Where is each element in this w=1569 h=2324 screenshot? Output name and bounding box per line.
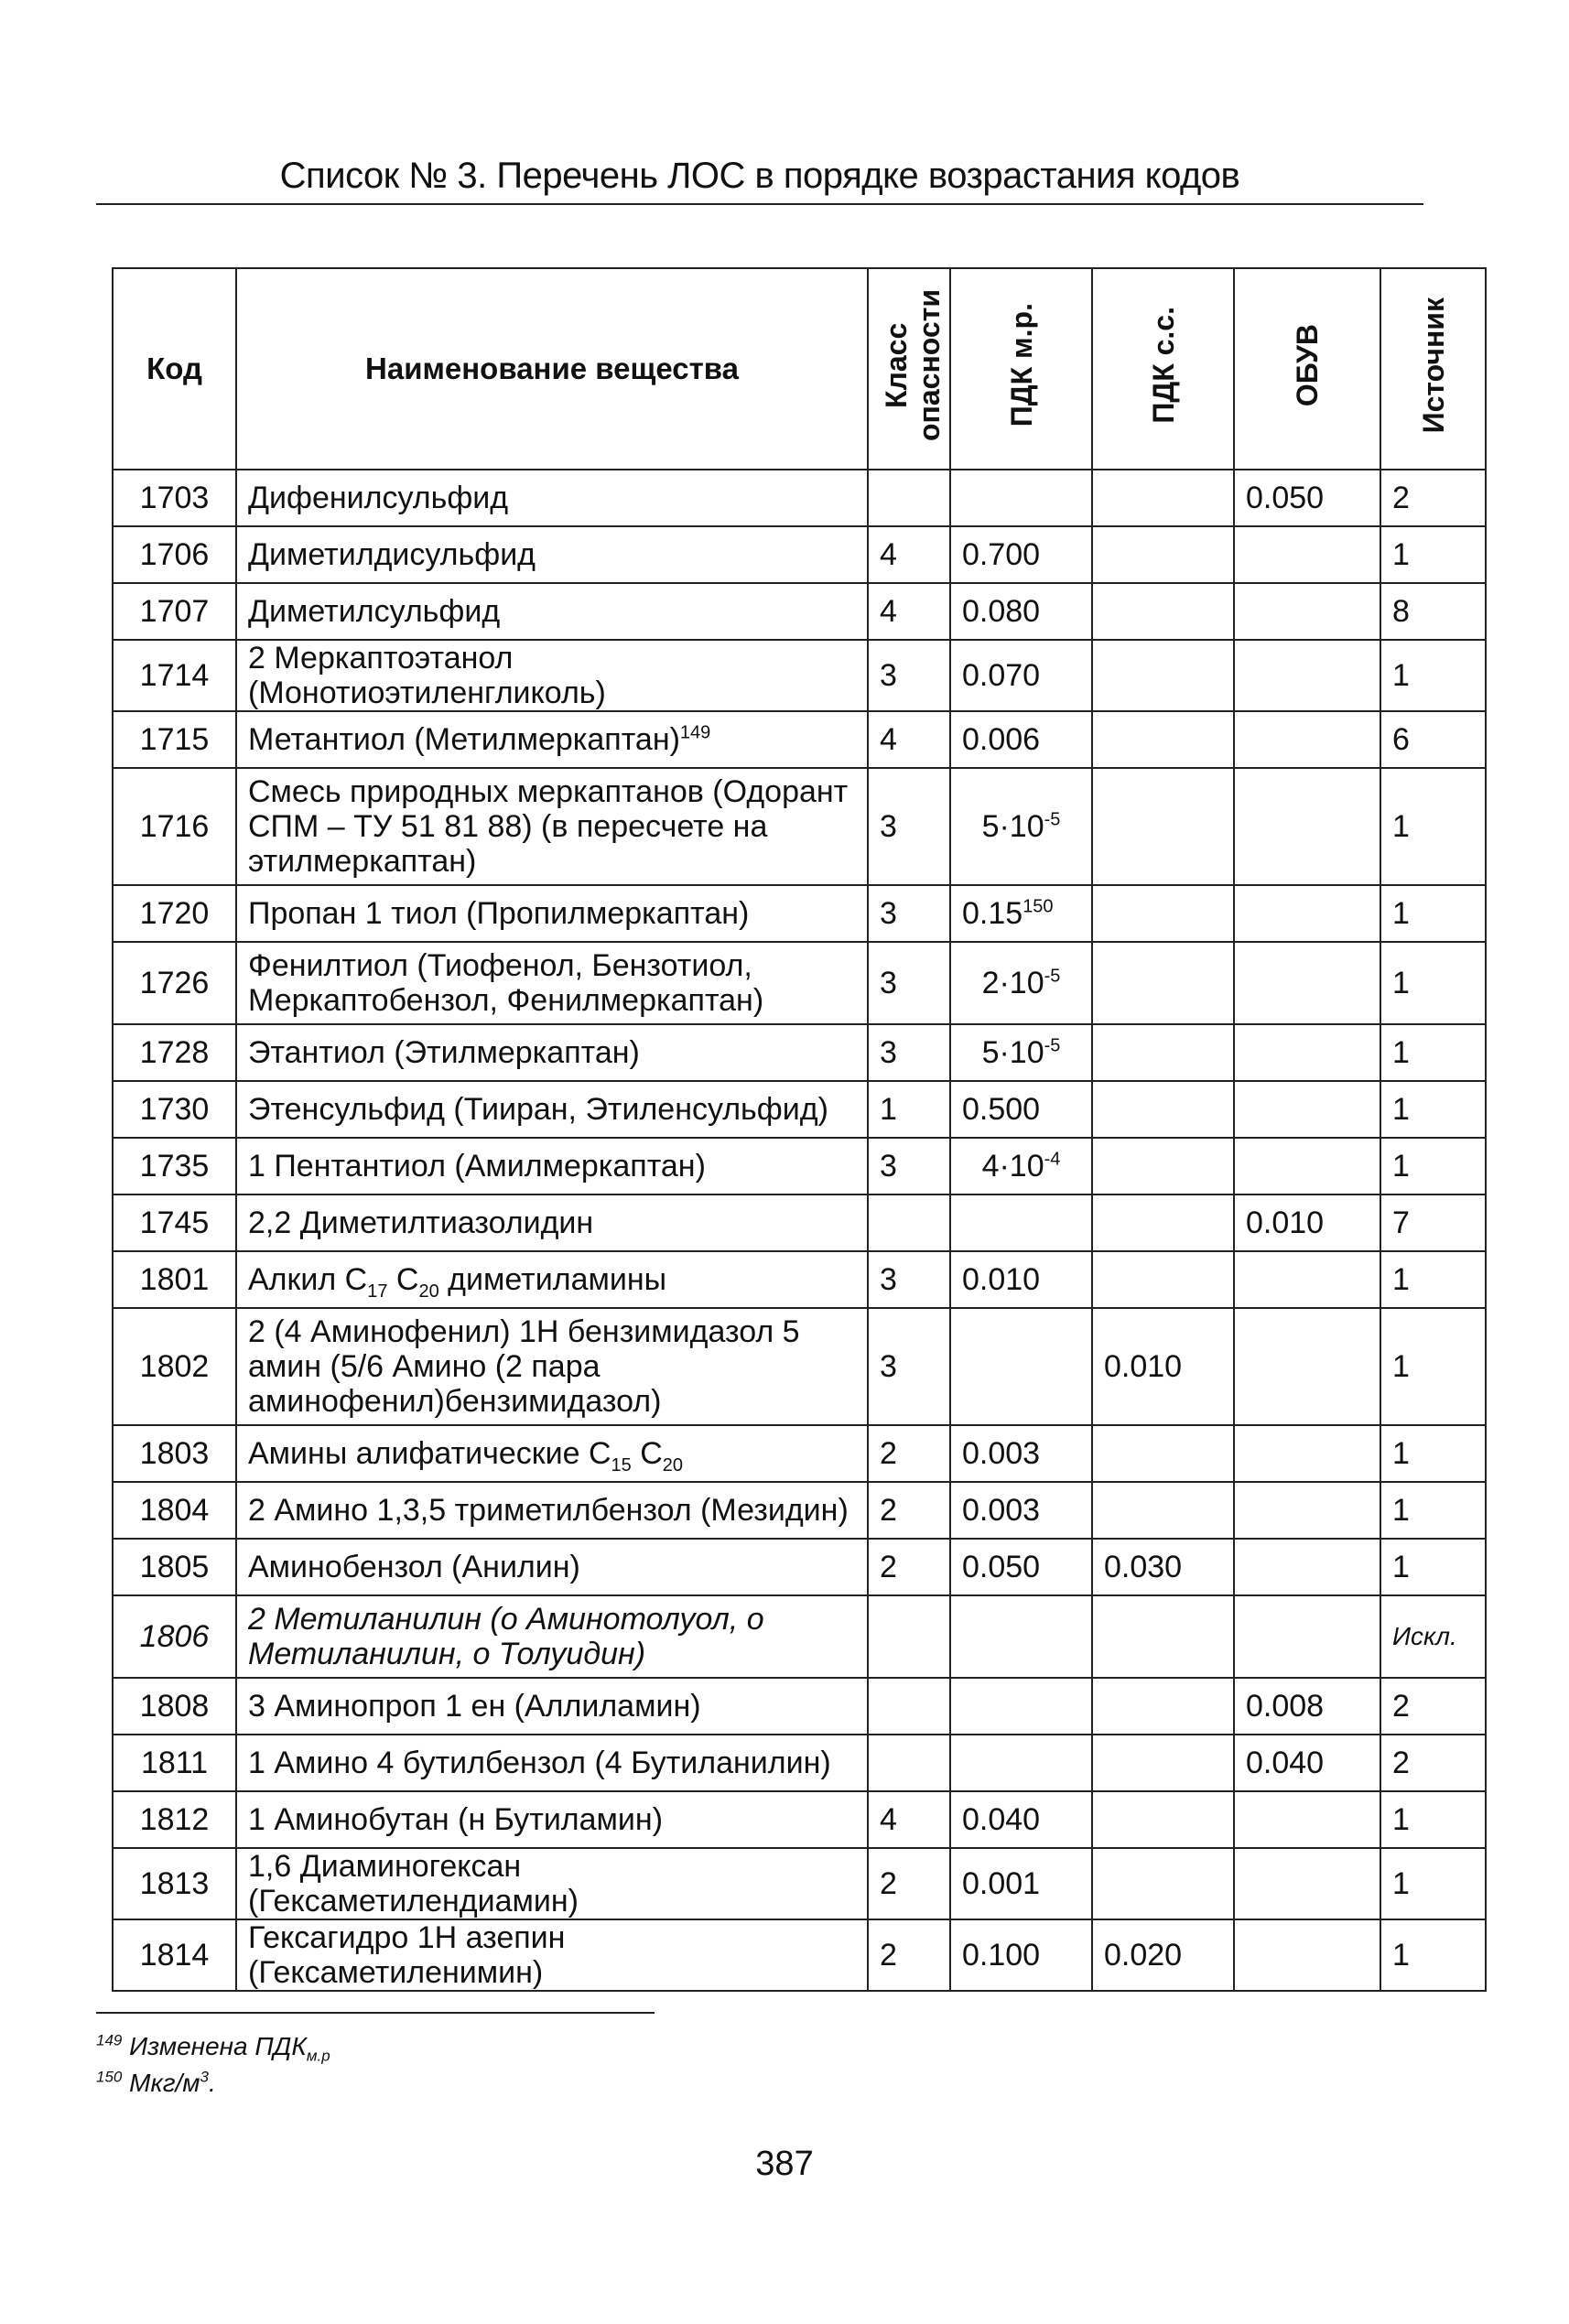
row-class bbox=[868, 1194, 950, 1251]
row-pdk-ss bbox=[1092, 1595, 1234, 1678]
table-row bbox=[113, 1024, 1486, 1081]
row-pdk-mr bbox=[950, 1595, 1092, 1678]
row-pdk-ss bbox=[1092, 1425, 1234, 1482]
row-pdk-ss bbox=[1092, 942, 1234, 1024]
row-pdk-ss: 0.010 bbox=[1092, 1308, 1234, 1425]
row-pdk-mr: 0.003 bbox=[950, 1482, 1092, 1539]
row-name: 2,2 Диметилтиазолидин bbox=[236, 1194, 868, 1251]
row-code: 1814 bbox=[113, 1919, 236, 1991]
row-pdk-ss bbox=[1092, 1791, 1234, 1848]
row-class: 3 bbox=[868, 1138, 950, 1194]
row-name: Этантиол (Этилмеркаптан) bbox=[236, 1024, 868, 1081]
row-obuv: 0.008 bbox=[1234, 1678, 1380, 1735]
page-title: Список № 3. Перечень ЛОС в порядке возрастания кодов bbox=[279, 156, 1240, 196]
table-row bbox=[113, 1595, 1486, 1678]
header-code: Код bbox=[113, 268, 236, 470]
row-pdk-ss bbox=[1092, 526, 1234, 583]
footnote-149: $^{149}$ Изменена $ПДК_{м.р}$ bbox=[96, 2031, 330, 2065]
footnote-rule bbox=[96, 2012, 655, 2014]
row-pdk-ss bbox=[1092, 1482, 1234, 1539]
row-name: Алкил $C_{17}$ $C_{20}$ диметиламины bbox=[236, 1251, 868, 1308]
row-pdk-ss bbox=[1092, 583, 1234, 640]
row-class: 3 bbox=[868, 1308, 950, 1425]
row-code: 1802 bbox=[113, 1308, 236, 1425]
row-obuv bbox=[1234, 583, 1380, 640]
row-code: 1803 bbox=[113, 1425, 236, 1482]
table-row bbox=[113, 640, 1486, 711]
row-name: 1,6 Диаминогексан (Гексаметилендиамин) bbox=[236, 1848, 868, 1919]
row-obuv bbox=[1234, 1595, 1380, 1678]
table-row bbox=[113, 1081, 1486, 1138]
row-pdk-mr: 0.070 bbox=[950, 640, 1092, 711]
row-pdk-mr: 0.006 bbox=[950, 711, 1092, 768]
table-body bbox=[113, 470, 1486, 1991]
row-pdk-mr: 0.050 bbox=[950, 1539, 1092, 1595]
row-name: Гексагидро 1Н азепин (Гексаметиленимин) bbox=[236, 1919, 868, 1991]
row-pdk-ss bbox=[1092, 1194, 1234, 1251]
row-code: 1716 bbox=[113, 768, 236, 885]
row-code: 1726 bbox=[113, 942, 236, 1024]
row-source: 8 bbox=[1380, 583, 1486, 640]
row-pdk-mr: 0.040 bbox=[950, 1791, 1092, 1848]
row-pdk-ss: 0.030 bbox=[1092, 1539, 1234, 1595]
row-obuv bbox=[1234, 1425, 1380, 1482]
row-name: Этенсульфид (Тииран, Этиленсульфид) bbox=[236, 1081, 868, 1138]
row-class: 3 bbox=[868, 1251, 950, 1308]
row-class bbox=[868, 1735, 950, 1791]
row-pdk-mr: 0.080 bbox=[950, 583, 1092, 640]
row-name: 2 Амино 1,3,5 триметилбензол (Мезидин) bbox=[236, 1482, 868, 1539]
row-obuv bbox=[1234, 1308, 1380, 1425]
row-pdk-mr bbox=[950, 1194, 1092, 1251]
row-name: 1 Пентантиол (Амилмеркаптан) bbox=[236, 1138, 868, 1194]
table-row bbox=[113, 1251, 1486, 1308]
row-name: Дифенилсульфид bbox=[236, 470, 868, 526]
row-code: 1735 bbox=[113, 1138, 236, 1194]
row-source: 1 bbox=[1380, 768, 1486, 885]
row-class: 1 bbox=[868, 1081, 950, 1138]
row-pdk-ss bbox=[1092, 885, 1234, 942]
footnotes bbox=[96, 2028, 330, 2102]
header-obuv: ОБУВ bbox=[1291, 323, 1324, 407]
row-name: 1 Аминобутан (н Бутиламин) bbox=[236, 1791, 868, 1848]
row-source: 1 bbox=[1380, 1138, 1486, 1194]
row-pdk-mr: 0.15$^{150}$ bbox=[950, 885, 1092, 942]
row-source: 1 bbox=[1380, 1539, 1486, 1595]
title-rule bbox=[96, 203, 1423, 205]
row-source: 7 bbox=[1380, 1194, 1486, 1251]
row-pdk-ss bbox=[1092, 1678, 1234, 1735]
row-source: 1 bbox=[1380, 1425, 1486, 1482]
row-class: 4 bbox=[868, 583, 950, 640]
row-obuv bbox=[1234, 640, 1380, 711]
header-pdk-ss: ПДК с.с. bbox=[1146, 307, 1180, 424]
row-pdk-ss bbox=[1092, 1138, 1234, 1194]
table-row bbox=[113, 1539, 1486, 1595]
row-code: 1720 bbox=[113, 885, 236, 942]
row-name: 2 Метиланилин (о Аминотолуол, о Метиланилин, о Толуидин) bbox=[236, 1595, 868, 1678]
row-name: 2 Меркаптоэтанол (Монотиоэтиленгликоль) bbox=[236, 640, 868, 711]
row-class: 2 bbox=[868, 1848, 950, 1919]
row-source: Искл. bbox=[1380, 1595, 1486, 1678]
voc-table bbox=[112, 267, 1487, 1992]
row-code: 1804 bbox=[113, 1482, 236, 1539]
row-name: 1 Амино 4 бутилбензол (4 Бутиланилин) bbox=[236, 1735, 868, 1791]
row-code: 1801 bbox=[113, 1251, 236, 1308]
row-obuv bbox=[1234, 942, 1380, 1024]
row-pdk-ss bbox=[1092, 711, 1234, 768]
table-row bbox=[113, 1735, 1486, 1791]
row-source: 1 bbox=[1380, 885, 1486, 942]
table-row bbox=[113, 711, 1486, 768]
table-row bbox=[113, 768, 1486, 885]
row-source: 1 bbox=[1380, 1081, 1486, 1138]
row-obuv: 0.010 bbox=[1234, 1194, 1380, 1251]
row-obuv bbox=[1234, 1482, 1380, 1539]
row-class: 2 bbox=[868, 1539, 950, 1595]
row-class: 3 bbox=[868, 640, 950, 711]
row-code: 1703 bbox=[113, 470, 236, 526]
row-source: 1 bbox=[1380, 640, 1486, 711]
row-code: 1812 bbox=[113, 1791, 236, 1848]
row-pdk-mr: $2\cdot 10^{-5}$ bbox=[950, 942, 1092, 1024]
row-name: 2 (4 Аминофенил) 1Н бензимидазол 5 амин (5/6 Амино (2 пара аминофенил)бензимидазол) bbox=[236, 1308, 868, 1425]
row-code: 1811 bbox=[113, 1735, 236, 1791]
row-pdk-mr: 0.010 bbox=[950, 1251, 1092, 1308]
row-pdk-mr: $4\cdot 10^{-4}$ bbox=[950, 1138, 1092, 1194]
row-pdk-ss bbox=[1092, 768, 1234, 885]
row-obuv bbox=[1234, 1138, 1380, 1194]
row-source: 6 bbox=[1380, 711, 1486, 768]
row-name: Диметилдисульфид bbox=[236, 526, 868, 583]
row-pdk-mr: 0.700 bbox=[950, 526, 1092, 583]
header-class: Класс опасности bbox=[880, 288, 946, 442]
row-obuv bbox=[1234, 885, 1380, 942]
row-source: 1 bbox=[1380, 1791, 1486, 1848]
row-pdk-mr: 0.001 bbox=[950, 1848, 1092, 1919]
row-name: Метантиол (Метилмеркаптан)$^{149}$ bbox=[236, 711, 868, 768]
row-class bbox=[868, 1595, 950, 1678]
row-class: 3 bbox=[868, 768, 950, 885]
table-row bbox=[113, 1848, 1486, 1919]
row-source: 1 bbox=[1380, 1848, 1486, 1919]
header-name: Наименование вещества bbox=[236, 268, 868, 470]
row-class: 3 bbox=[868, 885, 950, 942]
row-pdk-ss: 0.020 bbox=[1092, 1919, 1234, 1991]
table-row bbox=[113, 1482, 1486, 1539]
row-pdk-mr: $5\cdot 10^{-5}$ bbox=[950, 1024, 1092, 1081]
table-row bbox=[113, 526, 1486, 583]
row-pdk-ss bbox=[1092, 1735, 1234, 1791]
row-obuv bbox=[1234, 768, 1380, 885]
row-source: 1 bbox=[1380, 1482, 1486, 1539]
row-code: 1808 bbox=[113, 1678, 236, 1735]
row-source: 1 bbox=[1380, 1251, 1486, 1308]
row-pdk-mr bbox=[950, 1678, 1092, 1735]
table-row bbox=[113, 1791, 1486, 1848]
row-pdk-mr: $5\cdot 10^{-5}$ bbox=[950, 768, 1092, 885]
row-source: 1 bbox=[1380, 1919, 1486, 1991]
row-obuv bbox=[1234, 1024, 1380, 1081]
row-class: 2 bbox=[868, 1919, 950, 1991]
row-source: 1 bbox=[1380, 1308, 1486, 1425]
row-class: 3 bbox=[868, 1024, 950, 1081]
header-source: Источник bbox=[1416, 297, 1450, 434]
row-name: Фенилтиол (Тиофенол, Бензотиол, Меркаптобензол, Фенилмеркаптан) bbox=[236, 942, 868, 1024]
row-code: 1707 bbox=[113, 583, 236, 640]
row-name: Аминобензол (Анилин) bbox=[236, 1539, 868, 1595]
page-number: 387 bbox=[755, 2145, 814, 2183]
table-row bbox=[113, 1308, 1486, 1425]
row-obuv: 0.050 bbox=[1234, 470, 1380, 526]
header-pdk-mr: ПДК м.р. bbox=[1004, 303, 1038, 427]
row-source: 2 bbox=[1380, 1678, 1486, 1735]
row-name: 3 Аминопроп 1 ен (Аллиламин) bbox=[236, 1678, 868, 1735]
row-class: 4 bbox=[868, 711, 950, 768]
row-pdk-mr: 0.003 bbox=[950, 1425, 1092, 1482]
table-row bbox=[113, 1425, 1486, 1482]
row-obuv bbox=[1234, 1251, 1380, 1308]
row-name: Диметилсульфид bbox=[236, 583, 868, 640]
row-class: 4 bbox=[868, 526, 950, 583]
row-obuv bbox=[1234, 1848, 1380, 1919]
row-obuv bbox=[1234, 711, 1380, 768]
footnote-150: $^{150}$ Мкг/$м^3$. bbox=[96, 2068, 216, 2097]
row-code: 1715 bbox=[113, 711, 236, 768]
row-code: 1730 bbox=[113, 1081, 236, 1138]
row-code: 1813 bbox=[113, 1848, 236, 1919]
row-pdk-ss bbox=[1092, 1024, 1234, 1081]
row-pdk-ss bbox=[1092, 1081, 1234, 1138]
row-obuv bbox=[1234, 1791, 1380, 1848]
row-source: 2 bbox=[1380, 1735, 1486, 1791]
row-source: 1 bbox=[1380, 526, 1486, 583]
row-code: 1714 bbox=[113, 640, 236, 711]
row-pdk-ss bbox=[1092, 640, 1234, 711]
header-row bbox=[113, 268, 1486, 470]
row-class: 2 bbox=[868, 1482, 950, 1539]
table-row bbox=[113, 942, 1486, 1024]
row-class: 3 bbox=[868, 942, 950, 1024]
table-row bbox=[113, 885, 1486, 942]
row-code: 1806 bbox=[113, 1595, 236, 1678]
row-obuv: 0.040 bbox=[1234, 1735, 1380, 1791]
row-class: 4 bbox=[868, 1791, 950, 1848]
row-source: 1 bbox=[1380, 942, 1486, 1024]
row-class bbox=[868, 1678, 950, 1735]
row-code: 1745 bbox=[113, 1194, 236, 1251]
row-pdk-ss bbox=[1092, 470, 1234, 526]
row-pdk-mr bbox=[950, 1308, 1092, 1425]
table-row bbox=[113, 1678, 1486, 1735]
table-row bbox=[113, 1138, 1486, 1194]
row-pdk-ss bbox=[1092, 1251, 1234, 1308]
row-pdk-mr bbox=[950, 470, 1092, 526]
row-name: Амины алифатические $C_{15}$ $C_{20}$ bbox=[236, 1425, 868, 1482]
row-pdk-mr: 0.500 bbox=[950, 1081, 1092, 1138]
row-class bbox=[868, 470, 950, 526]
row-pdk-mr bbox=[950, 1735, 1092, 1791]
row-pdk-mr: 0.100 bbox=[950, 1919, 1092, 1991]
row-pdk-ss bbox=[1092, 1848, 1234, 1919]
row-name: Смесь природных меркаптанов (Одорант СПМ – ТУ 51 81 88) (в пересчете на этилмеркаптан) bbox=[236, 768, 868, 885]
table-row bbox=[113, 583, 1486, 640]
row-obuv bbox=[1234, 1919, 1380, 1991]
row-name: Пропан 1 тиол (Пропилмеркаптан) bbox=[236, 885, 868, 942]
row-obuv bbox=[1234, 526, 1380, 583]
row-source: 1 bbox=[1380, 1024, 1486, 1081]
row-code: 1805 bbox=[113, 1539, 236, 1595]
row-obuv bbox=[1234, 1539, 1380, 1595]
row-obuv bbox=[1234, 1081, 1380, 1138]
row-code: 1728 bbox=[113, 1024, 236, 1081]
row-source: 2 bbox=[1380, 470, 1486, 526]
row-code: 1706 bbox=[113, 526, 236, 583]
table-row bbox=[113, 1919, 1486, 1991]
table-row bbox=[113, 470, 1486, 526]
table-row bbox=[113, 1194, 1486, 1251]
row-class: 2 bbox=[868, 1425, 950, 1482]
